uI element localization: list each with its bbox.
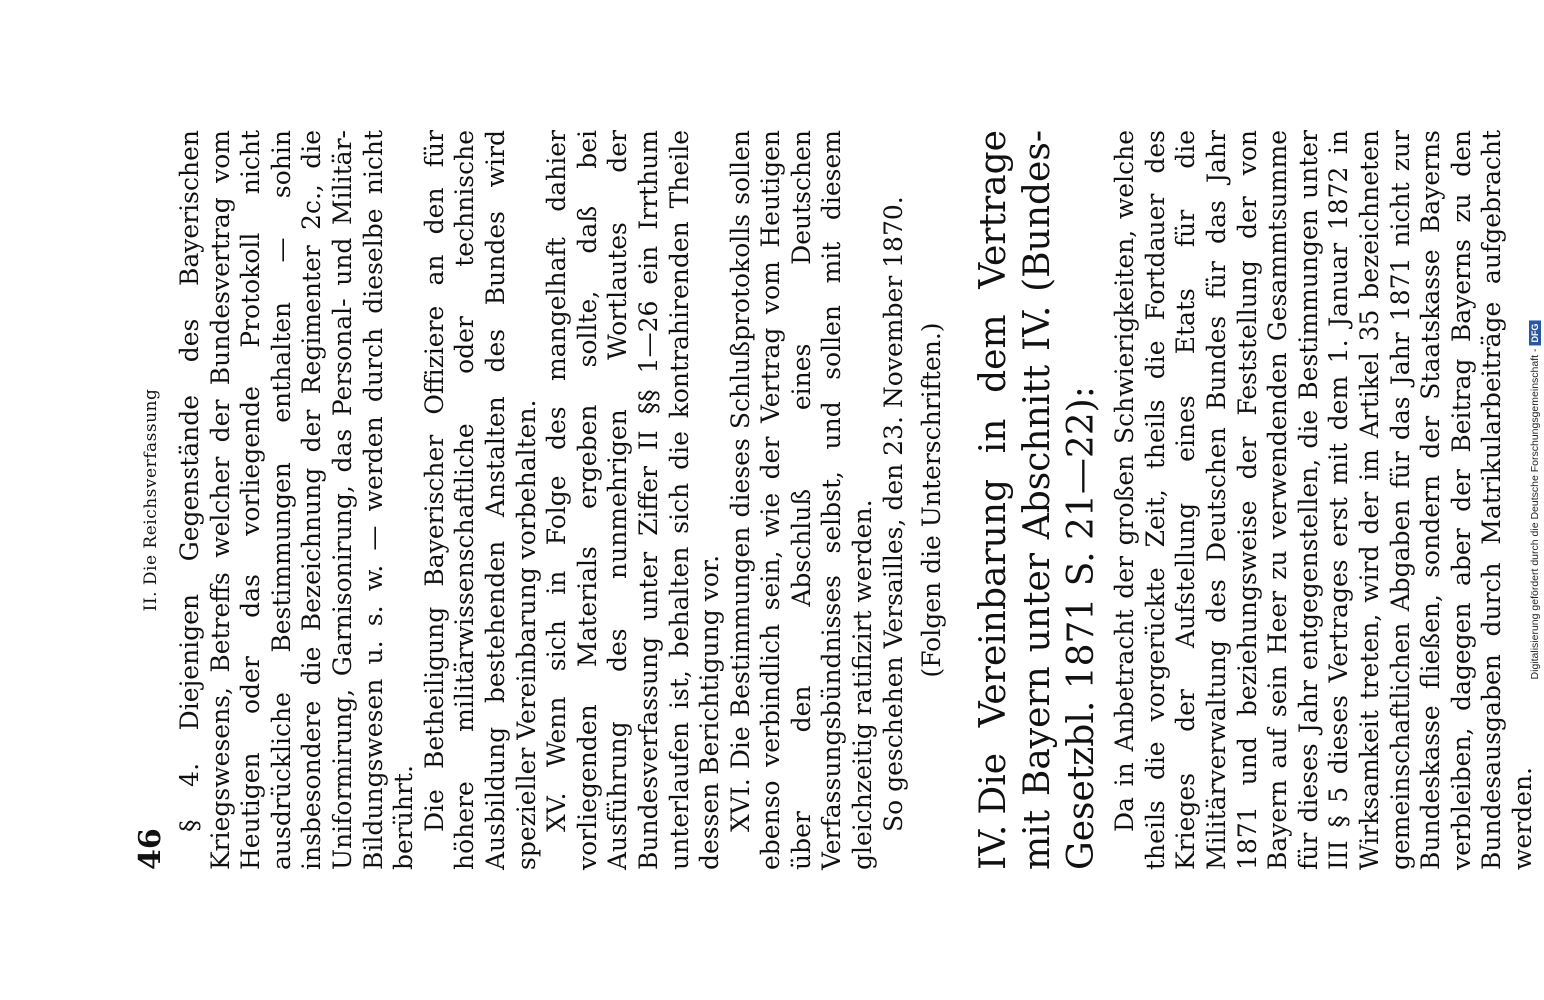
paragraph-section-xvi: XVI. Die Bestimmungen dieses Schlußprotokolls sollen ebenso verbindlich sein, wie der Vertrag vom Heutigen über den Abschluß eines Deutschen Verfassungsbündnisses selbst, und sollen mit diesem gleichzeitig ratifizirt werden. [725,130,878,870]
paragraph-section-xv: XV. Wenn sich in Folge des mangelhaft dahier vorliegenden Materials ergeben sollte, daß bei Ausführung des nunmehrigen Wortlautes der Bundesverfassung unter Ziffer II §§ 1—26 ein Irrthum unterlaufen ist, behalten sich die kontrahirenden Theile dessen Berichtigung vor. [542,130,725,870]
signatures-note: (Folgen die Unterschriften.) [917,322,947,678]
paragraph-section-iv: Da in Anbetracht der großen Schwierigkeiten, welche theils die vorgerückte Zeit, theils die Fortdauer des Krieges der Aufstellung eines Etats für die Militärverwaltung des Deutschen Bundes für das Jahr 1871 und beziehungsweise der Feststellung der von Bayern auf sein Heer zu verwendenden Gesammtsumme für dieses Jahr entgegenstellen, die Bestimmungen unter III § 5 dieses Vertrages erst mit dem 1. Januar 1872 in Wirksamkeit treten, wird der im Artikel 35 bezeichneten gemeinschaftlichen Abgaben für das Jahr 1871 nicht zur Bundeskasse fließen, sondern der Staatskasse Bayerns verbleiben, dagegen aber der Beitrag Bayerns zu den Bundesausgaben durch Matrikularbeiträge aufgebracht werden. [1110,130,1537,870]
paragraph-section-4: § 4. Diejenigen Gegenstände des Bayerischen Kriegswesens, Betreffs welcher der Bundesvertrag vom Heutigen oder das vorliegende Protokoll nicht ausdrückliche Bestimmungen enthalten — sohin insbesondere die Bezeichnung der Regimenter 2c., die Uniformirung, Garnisonirung, das Personal- und Militär-Bildungswesen u. s. w. — werden durch dieselbe nicht berührt. [175,130,419,870]
section-iv-number: IV. [973,824,1015,870]
running-head: II. Die Reichsverfassung [141,388,161,612]
section-iv-body [1110,130,1538,870]
paragraph-section-4-officers: Die Betheiligung Bayerischer Offiziere an den für höhere militärwissenschaftliche oder technische Ausbildung bestehenden Anstalten des Bundes wird spezieller Vereinbarung vorbehalten. [419,130,541,870]
body-text [175,130,909,870]
section-iv-title: Die Vereinbarung in dem Vertrage mit Bayern unter Abschnitt IV. (Bundes-Gesetzbl. 1871 S. 21—22): [973,130,1103,870]
digitization-text: Digitalisierung gefördert durch die Deutsche Forschungsgemeinschaft - [1529,348,1541,680]
digitization-credit [1529,321,1541,680]
dated-line: So geschehen Versailles, den 23. November 1870. [878,196,908,832]
page-header [127,130,175,870]
dfg-logo: DFG [1529,321,1541,346]
section-iv-heading [972,130,1104,870]
page-number: 46 [133,828,168,870]
